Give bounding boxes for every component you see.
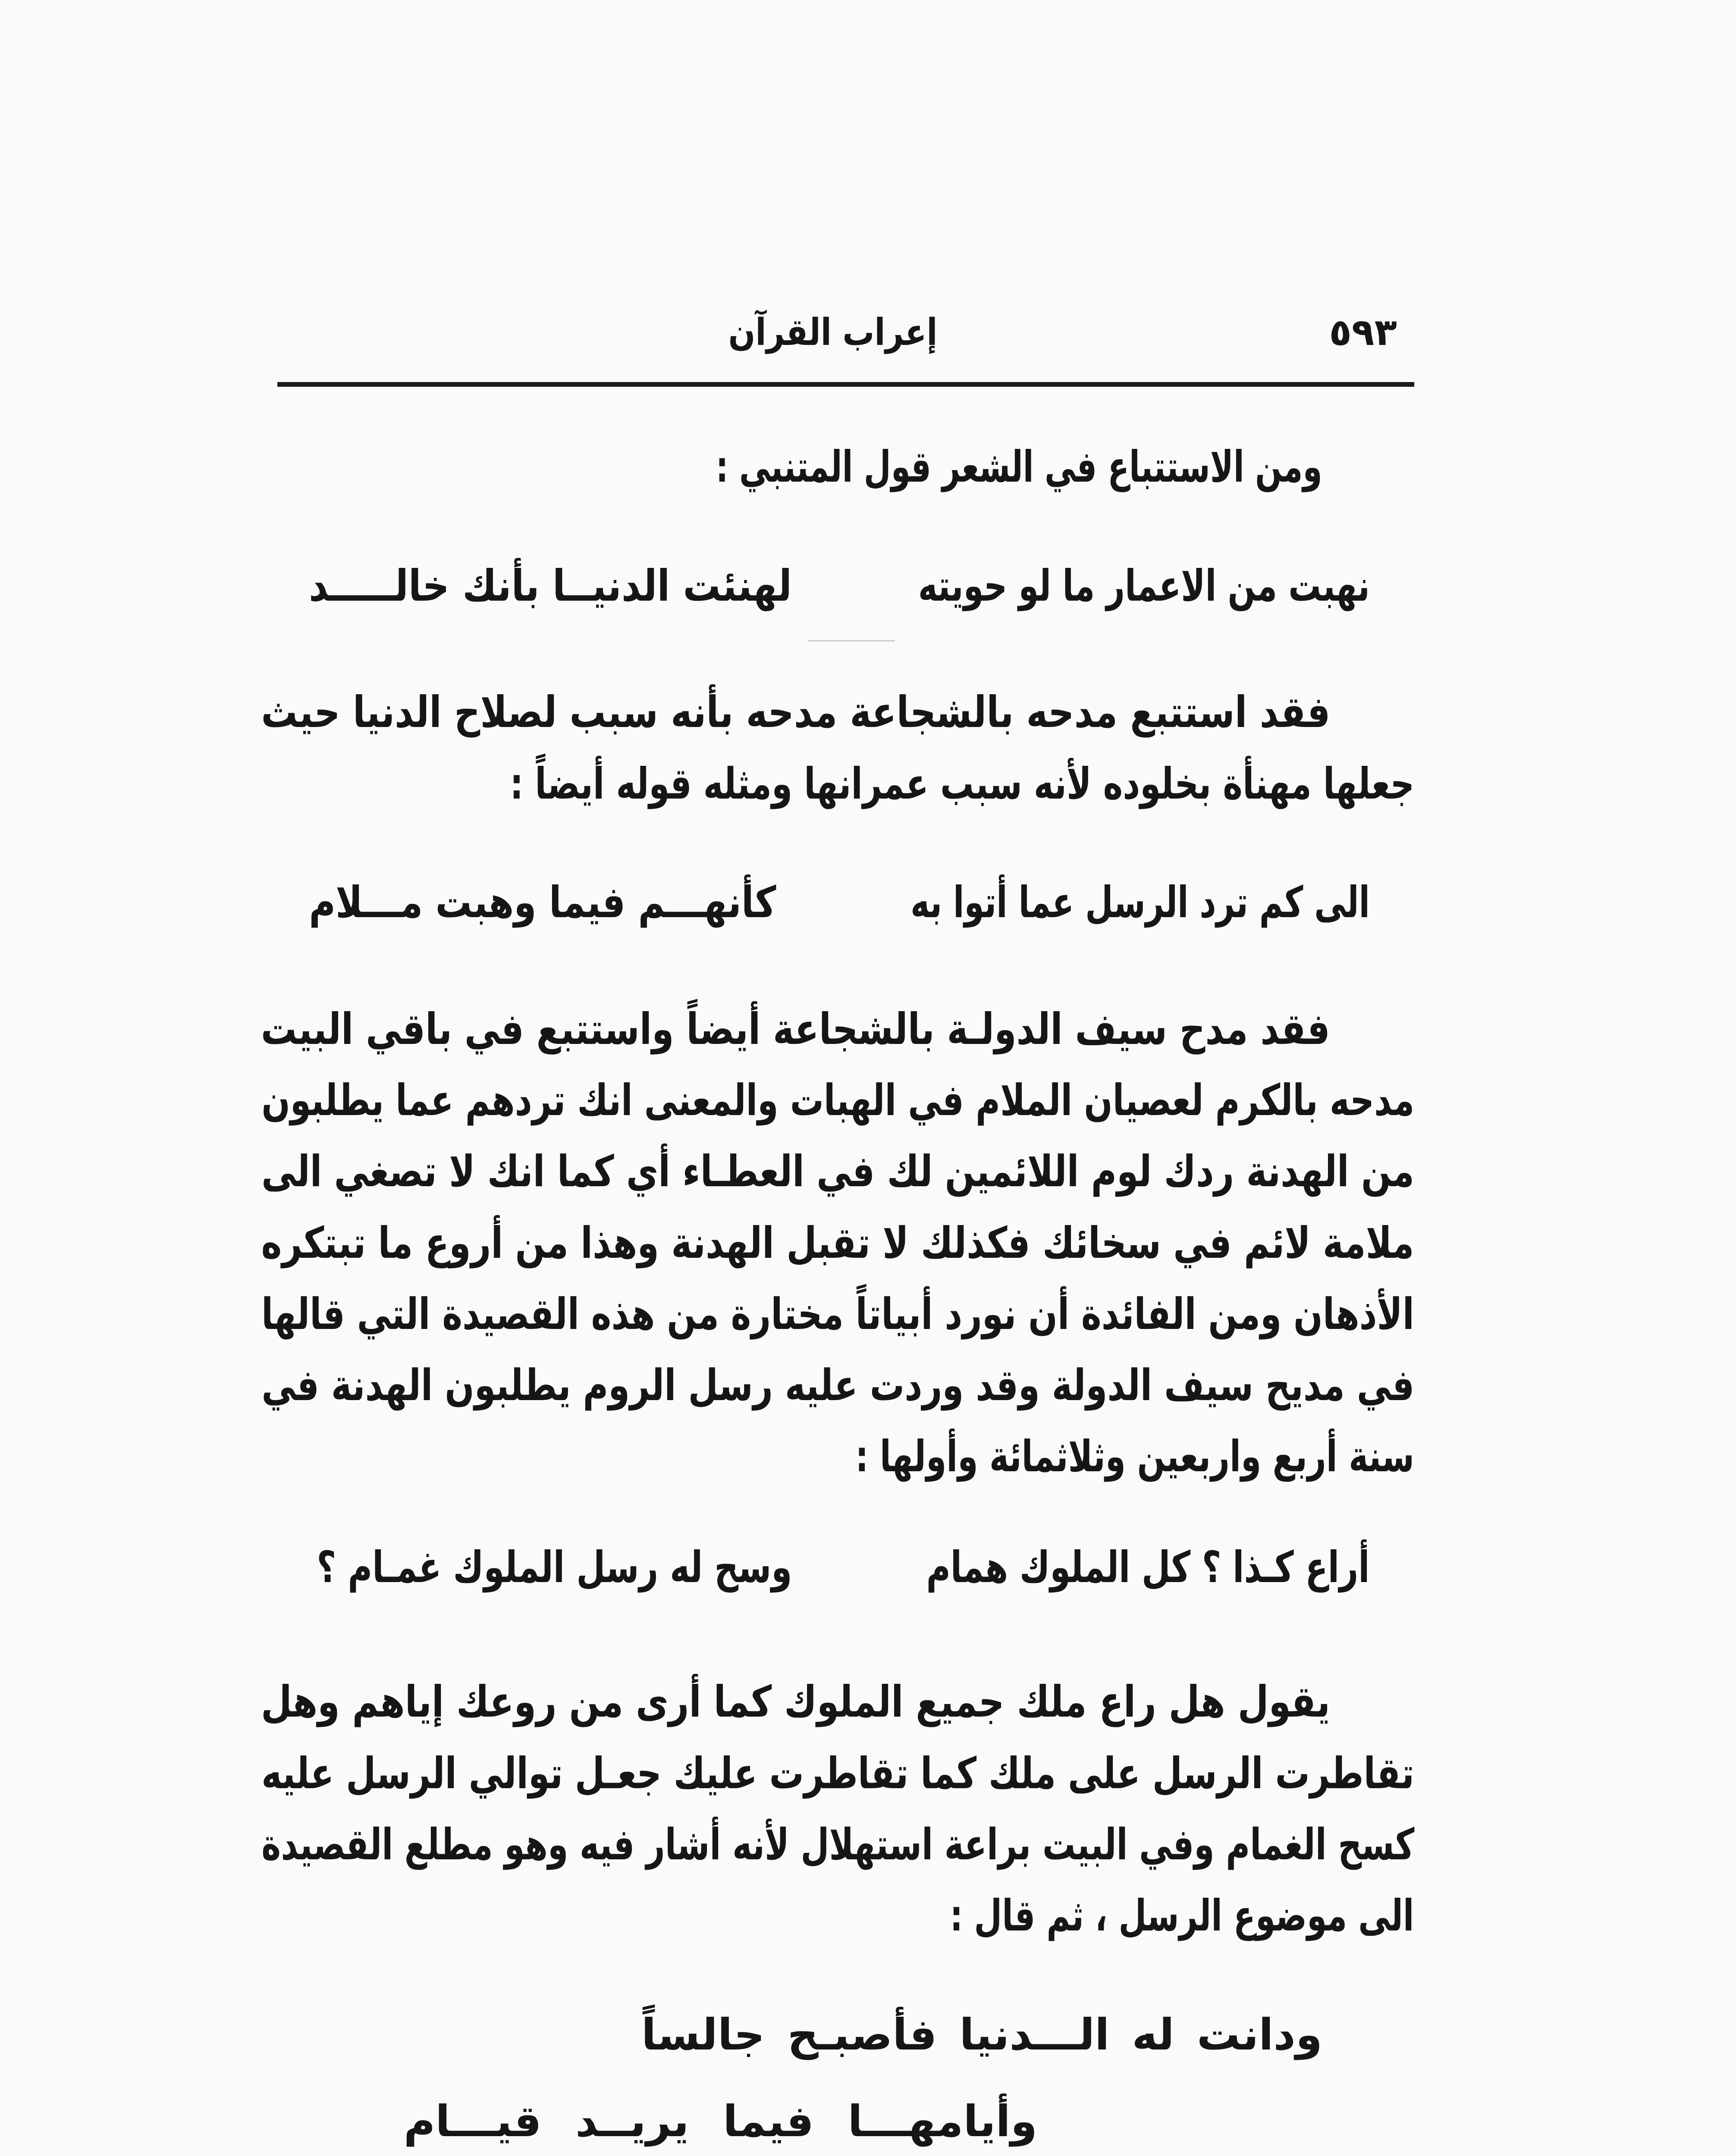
paragraph-1-line-text: جعلها مهنأة بخلوده لأنه سبب عمرانها ومثله قوله أيضاً : bbox=[510, 758, 1414, 809]
paragraph-2-line-text: من الهدنة ردك لوم اللائمين لك في العطـاء أي كما انك لا تصغي الى bbox=[261, 1146, 1414, 1197]
verse-3-first-hemistich bbox=[926, 1533, 1370, 1602]
running-header-title-text: إعراب القرآن bbox=[728, 311, 938, 354]
paragraph-2-line-text: الأذهان ومن الفائدة أن نورد أبياتاً مختارة من هذه القصيدة التي قالها bbox=[261, 1289, 1414, 1339]
paragraph-3-line bbox=[261, 1810, 1414, 1879]
verse-1-first-text: نهبت من الاعمار ما لو حويته bbox=[918, 561, 1370, 611]
paragraph-3-line bbox=[950, 1881, 1414, 1950]
paragraph-2-line-text: سنة أربع واربعين وثلاثمائة وأولها : bbox=[855, 1431, 1414, 1482]
intro-text: ومن الاستتباع في الشعر قول المتنبي : bbox=[716, 442, 1322, 492]
verse-4-first-text: ودانت له الـــدنيا فأصبـح جالساً bbox=[641, 2009, 1322, 2060]
paragraph-3-line-text: يقول هل راع ملك جميع الملوك كما أرى من روعك إياهم وهل bbox=[261, 1677, 1330, 1727]
verse-4-second-text: وأيامهـــا فيما يريــد قيـــام bbox=[404, 2096, 1037, 2147]
verse-1-second-text: لهنئت الدنيــا بأنك خالـــــد bbox=[309, 561, 792, 611]
paragraph-1-line bbox=[510, 749, 1414, 818]
verse-2-second-text: كأنهـــم فيما وهبت مـــلام bbox=[309, 877, 776, 928]
paragraph-2-line bbox=[261, 1209, 1414, 1278]
verse-3-second-text: وسح له رسل الملوك غمـام ؟ bbox=[317, 1542, 792, 1592]
paragraph-2-line-text: فقد مدح سيف الدولـة بالشجاعة أيضاً واستتبع في باقي البيت bbox=[261, 1004, 1330, 1054]
paragraph-1-line bbox=[261, 678, 1330, 747]
verse-2-first-hemistich bbox=[910, 868, 1370, 937]
verse-1-first-hemistich bbox=[918, 552, 1370, 620]
header-rule bbox=[277, 382, 1414, 387]
paragraph-2-line-text: في مديح سيف الدولة وقد وردت عليه رسل الروم يطلبون الهدنة في bbox=[261, 1360, 1414, 1410]
paragraph-2-line-text: مدحه بالكرم لعصيان الملام في الهبات والمعنى انك تردهم عما يطلبون bbox=[261, 1075, 1414, 1125]
scan-speck bbox=[808, 640, 895, 642]
intro-line bbox=[716, 432, 1322, 501]
verse-4-first-line bbox=[641, 2000, 1322, 2069]
paragraph-2-line bbox=[855, 1422, 1414, 1491]
running-header-title bbox=[728, 298, 938, 367]
paragraph-2-line-text: ملامة لائم في سخائك فكذلك لا تقبل الهدنة وهذا من أروع ما تبتكره bbox=[261, 1218, 1414, 1268]
paragraph-3-line bbox=[261, 1739, 1414, 1808]
page-number-text: ٥٩٣ bbox=[1329, 311, 1397, 354]
verse-2-second-hemistich bbox=[309, 868, 776, 937]
paragraph-2-line bbox=[261, 1280, 1414, 1349]
paragraph-3-line-text: كسح الغمام وفي البيت براعة استهلال لأنه أشار فيه وهو مطلع القصيدة bbox=[261, 1819, 1414, 1870]
verse-2-first-text: الى كم ترد الرسل عما أتوا به bbox=[910, 877, 1370, 928]
verse-1-second-hemistich bbox=[309, 552, 792, 620]
paragraph-3-line bbox=[261, 1667, 1330, 1736]
paragraph-3-line-text: الى موضوع الرسل ، ثم قال : bbox=[950, 1890, 1414, 1941]
paragraph-2-line bbox=[261, 1351, 1414, 1420]
verse-3-second-hemistich bbox=[317, 1533, 792, 1602]
paragraph-2-line bbox=[261, 995, 1330, 1064]
paragraph-2-line bbox=[261, 1066, 1414, 1135]
verse-4-second-line bbox=[404, 2087, 1037, 2156]
paragraph-1-line-text: فقد استتبع مدحه بالشجاعة مدحه بأنه سبب لصلاح الدنيا حيث bbox=[261, 687, 1330, 737]
paragraph-2-line bbox=[261, 1137, 1414, 1206]
paragraph-3-line-text: تقاطرت الرسل على ملك كما تقاطرت عليك جعـل توالي الرسل عليه bbox=[261, 1748, 1414, 1799]
page-number bbox=[1302, 298, 1397, 367]
verse-3-first-text: أراع كـذا ؟ كل الملوك همام bbox=[926, 1542, 1370, 1592]
